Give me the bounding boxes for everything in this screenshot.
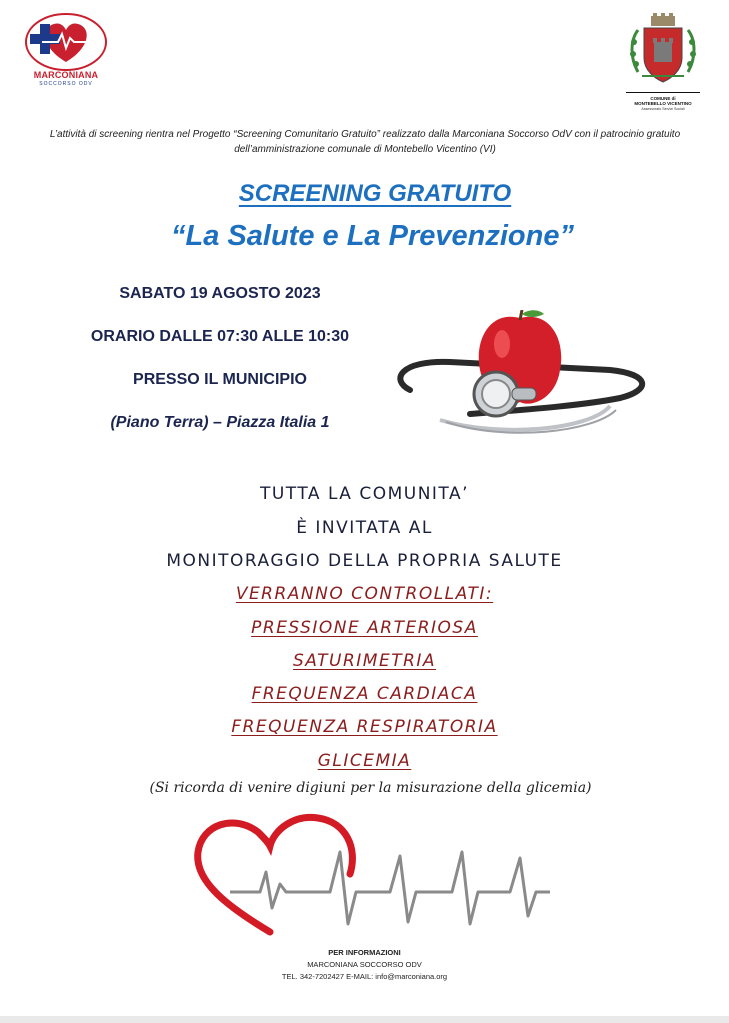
logo-subtitle: SOCCORSO ODV (39, 81, 93, 87)
check-item-heart-rate: FREQUENZA CARDIACA (251, 684, 478, 704)
crest-line-1: COMUNE di (650, 96, 676, 101)
footer-heading: PER INFORMAZIONI (328, 948, 401, 957)
crest-line-3: Assessorato Servizi Sociali (641, 107, 685, 111)
heartbeat-icon (190, 812, 560, 940)
heart-ecg-image (190, 812, 560, 940)
logo-wordmark: MARCONIANA (33, 70, 99, 80)
footer-org: MARCONIANA SOCCORSO ODV (307, 960, 422, 969)
event-time: ORARIO DALLE 07:30 ALLE 10:30 (90, 328, 350, 345)
stethoscope-apple-image (380, 310, 660, 450)
heart-cross-icon (22, 12, 110, 72)
title-slogan: “La Salute e La Prevenzione” (171, 220, 574, 252)
marconiana-logo (22, 12, 110, 102)
title-screening: SCREENING GRATUITO (238, 180, 512, 207)
checks-heading: VERRANNO CONTROLLATI: (235, 584, 494, 604)
invite-line-3: MONITORAGGIO DELLA PROPRIA SALUTE (166, 551, 563, 571)
municipality-crest (624, 12, 702, 124)
coat-of-arms-icon (624, 12, 702, 94)
event-date: SABATO 19 AGOSTO 2023 (119, 285, 321, 302)
intro-text: L’attività di screening rientra nel Progetto “Screening Comunitario Gratuito” realizzato dalla Marconiana Soccorso OdV con il patrocinio gratuito dell’amministrazione comunale di Montebello Vicentino (VI) (49, 129, 681, 155)
event-place: PRESSO IL MUNICIPIO (133, 371, 307, 388)
check-item-saturation: SATURIMETRIA (292, 651, 437, 671)
page-bottom-edge (0, 1016, 729, 1023)
event-address: (Piano Terra) – Piazza Italia 1 (110, 414, 330, 431)
footer-contact: TEL. 342-7202427 E-MAIL: info@marconiana.org (281, 972, 448, 981)
check-item-glycemia: GLICEMIA (317, 751, 412, 771)
invite-line-2: È INVITATA AL (296, 518, 433, 538)
invite-line-1: TUTTA LA COMUNITA’ (259, 484, 470, 504)
crest-line-2: MONTEBELLO VICENTINO (634, 101, 692, 106)
check-item-respiratory-rate: FREQUENZA RESPIRATORIA (231, 717, 498, 737)
check-item-pressure: PRESSIONE ARTERIOSA (251, 618, 478, 638)
fasting-note: (Si ricorda di venire digiuni per la misurazione della glicemia) (149, 780, 592, 796)
